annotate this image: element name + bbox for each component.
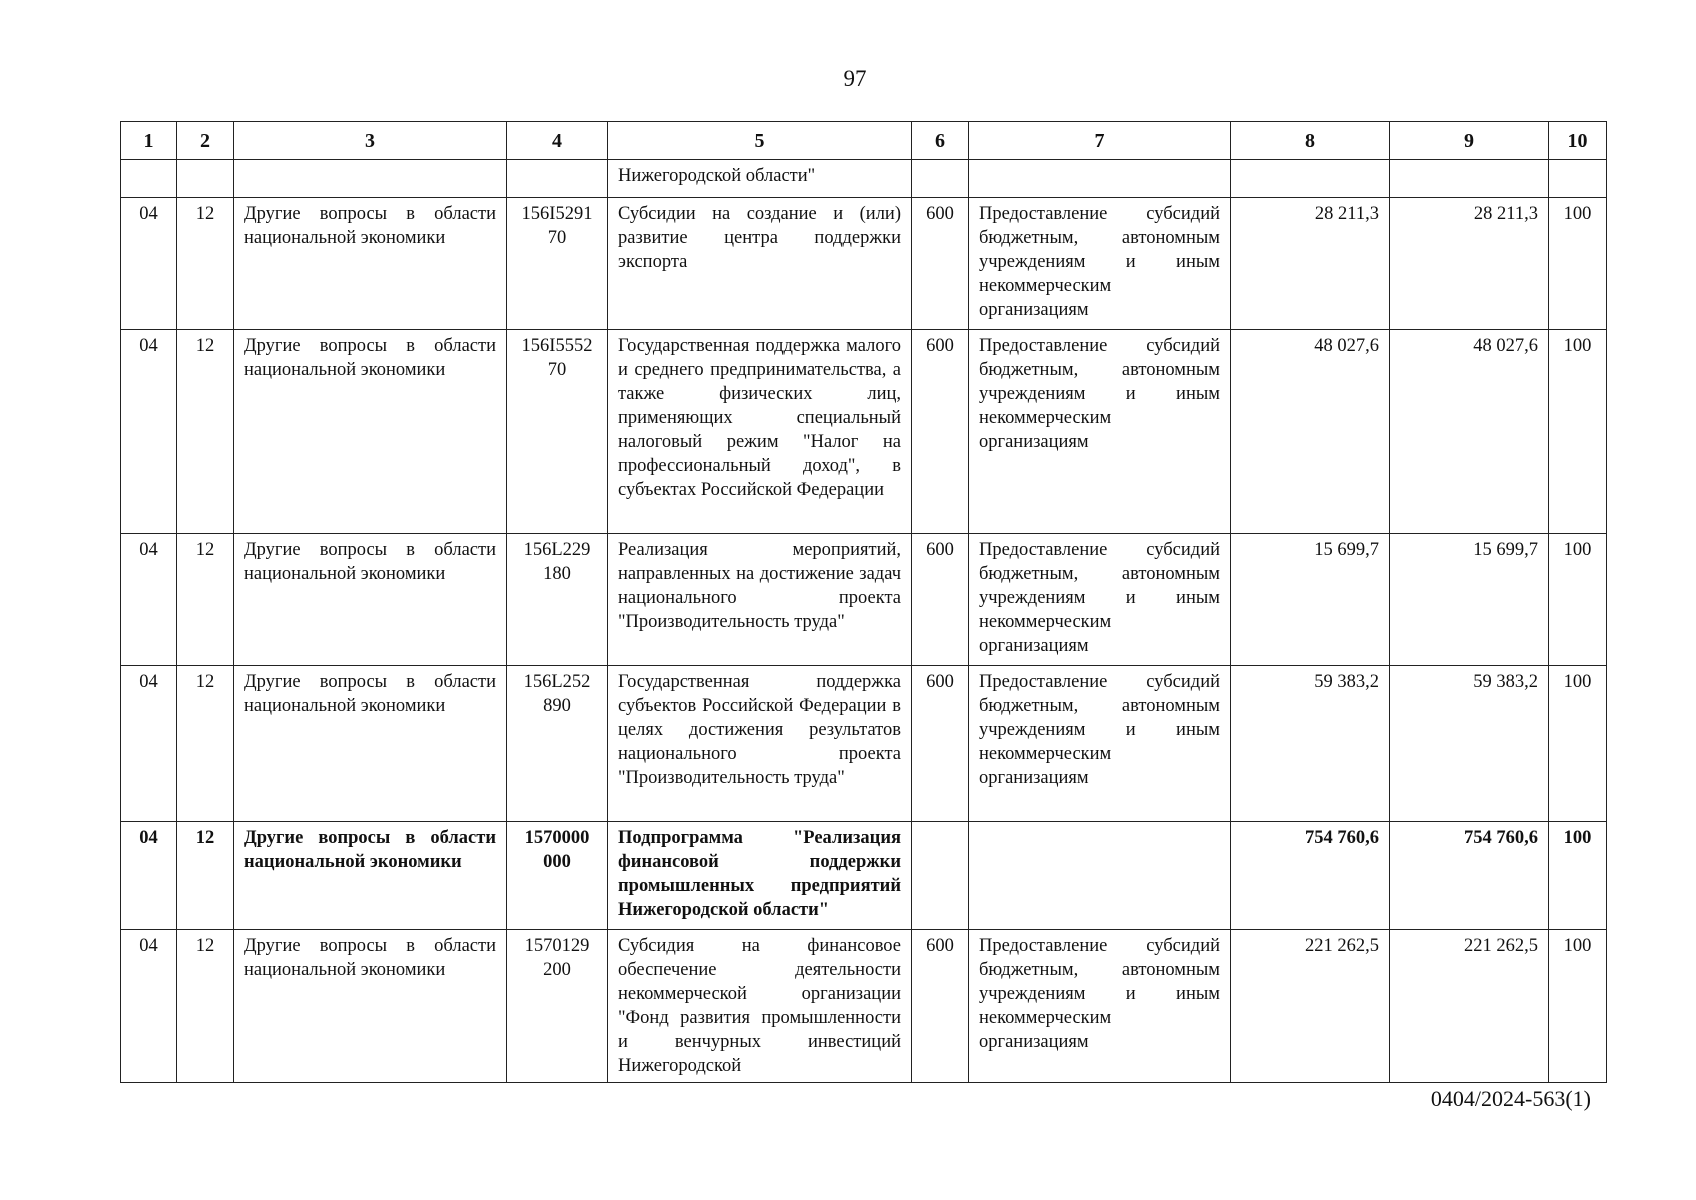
header-row (121, 122, 1607, 160)
actual-amount: 28 211,3 (1390, 198, 1549, 330)
expense-type-name: Предоставление субсидий бюджетным, автономным учреждениям и иным некоммерческим организациям (969, 330, 1231, 534)
planned-amount: 754 760,6 (1231, 822, 1390, 930)
execution-percent: 100 (1549, 666, 1607, 822)
table-row (121, 666, 1607, 822)
target-code: 156I5552 70 (507, 330, 608, 534)
table-cell: Нижегородской области" (608, 160, 912, 198)
expense-type-name: Предоставление субсидий бюджетным, автономным учреждениям и иным некоммерческим организациям (969, 534, 1231, 666)
planned-amount: 28 211,3 (1231, 198, 1390, 330)
target-code: 156L229 180 (507, 534, 608, 666)
execution-percent: 100 (1549, 198, 1607, 330)
section-name: Другие вопросы в области национальной экономики (234, 822, 507, 930)
section-name: Другие вопросы в области национальной экономики (234, 930, 507, 1083)
item-description: Государственная поддержка субъектов Российской Федерации в целях достижения результатов национального проекта "Производительность труда" (608, 666, 912, 822)
table-cell (121, 160, 177, 198)
table-row (121, 534, 1607, 666)
expense-type-name (969, 822, 1231, 930)
table-cell (969, 160, 1231, 198)
execution-percent: 100 (1549, 822, 1607, 930)
table-cell (234, 160, 507, 198)
expense-type-name: Предоставление субсидий бюджетным, автономным учреждениям и иным некоммерческим организациям (969, 666, 1231, 822)
table-cell (1390, 160, 1549, 198)
header-cell: 7 (969, 122, 1231, 160)
table-cell (912, 160, 969, 198)
section-name: Другие вопросы в области национальной экономики (234, 330, 507, 534)
actual-amount: 59 383,2 (1390, 666, 1549, 822)
section-code: 04 (121, 198, 177, 330)
header-cell: 6 (912, 122, 969, 160)
subsection-code: 12 (177, 930, 234, 1083)
actual-amount: 48 027,6 (1390, 330, 1549, 534)
item-description: Государственная поддержка малого и среднего предпринимательства, а также физических лиц, применяющих специальный налоговый режим "Налог на профессиональный доход", в субъектах Российской Федерации (608, 330, 912, 534)
section-name: Другие вопросы в области национальной экономики (234, 666, 507, 822)
target-code: 1570000 000 (507, 822, 608, 930)
table-cell (1549, 160, 1607, 198)
section-name: Другие вопросы в области национальной экономики (234, 534, 507, 666)
expense-type-code: 600 (912, 330, 969, 534)
subsection-code: 12 (177, 330, 234, 534)
target-code: 1570129 200 (507, 930, 608, 1083)
expense-type-code: 600 (912, 666, 969, 822)
header-cell: 10 (1549, 122, 1607, 160)
actual-amount: 754 760,6 (1390, 822, 1549, 930)
expense-type-code: 600 (912, 198, 969, 330)
expense-type-name: Предоставление субсидий бюджетным, автономным учреждениям и иным некоммерческим организациям (969, 930, 1231, 1083)
section-code: 04 (121, 822, 177, 930)
continuation-row (121, 160, 1607, 198)
table-row (121, 930, 1607, 1083)
expense-type-code: 600 (912, 534, 969, 666)
planned-amount: 59 383,2 (1231, 666, 1390, 822)
subsection-code: 12 (177, 534, 234, 666)
execution-percent: 100 (1549, 930, 1607, 1083)
table-cell (177, 160, 234, 198)
actual-amount: 15 699,7 (1390, 534, 1549, 666)
target-code: 156L252 890 (507, 666, 608, 822)
item-description: Подпрограмма "Реализация финансовой поддержки промышленных предприятий Нижегородской области" (608, 822, 912, 930)
subprogram-row (121, 822, 1607, 930)
subsection-code: 12 (177, 198, 234, 330)
section-code: 04 (121, 330, 177, 534)
execution-percent: 100 (1549, 534, 1607, 666)
header-cell: 2 (177, 122, 234, 160)
planned-amount: 221 262,5 (1231, 930, 1390, 1083)
table-row (121, 330, 1607, 534)
expense-type-code: 600 (912, 930, 969, 1083)
section-code: 04 (121, 534, 177, 666)
table-row (121, 198, 1607, 330)
section-code: 04 (121, 666, 177, 822)
subsection-code: 12 (177, 666, 234, 822)
header-cell: 1 (121, 122, 177, 160)
header-cell: 4 (507, 122, 608, 160)
section-name: Другие вопросы в области национальной экономики (234, 198, 507, 330)
budget-table (120, 121, 1607, 1083)
table-cell (507, 160, 608, 198)
item-description: Реализация мероприятий, направленных на достижение задач национального проекта "Производительность труда" (608, 534, 912, 666)
header-cell: 5 (608, 122, 912, 160)
planned-amount: 15 699,7 (1231, 534, 1390, 666)
section-code: 04 (121, 930, 177, 1083)
table-cell (1231, 160, 1390, 198)
expense-type-code (912, 822, 969, 930)
subsection-code: 12 (177, 822, 234, 930)
execution-percent: 100 (1549, 330, 1607, 534)
document-code: 0404/2024-563(1) (1430, 1086, 1591, 1111)
header-cell: 8 (1231, 122, 1390, 160)
header-cell: 3 (234, 122, 507, 160)
target-code: 156I5291 70 (507, 198, 608, 330)
actual-amount: 221 262,5 (1390, 930, 1549, 1083)
planned-amount: 48 027,6 (1231, 330, 1390, 534)
item-description: Субсидии на создание и (или) развитие центра поддержки экспорта (608, 198, 912, 330)
header-cell: 9 (1390, 122, 1549, 160)
page-number: 97 (843, 66, 867, 91)
expense-type-name: Предоставление субсидий бюджетным, автономным учреждениям и иным некоммерческим организациям (969, 198, 1231, 330)
item-description: Субсидия на финансовое обеспечение деятельности некоммерческой организации "Фонд развития промышленности и венчурных инвестиций Нижегородской (608, 930, 912, 1083)
